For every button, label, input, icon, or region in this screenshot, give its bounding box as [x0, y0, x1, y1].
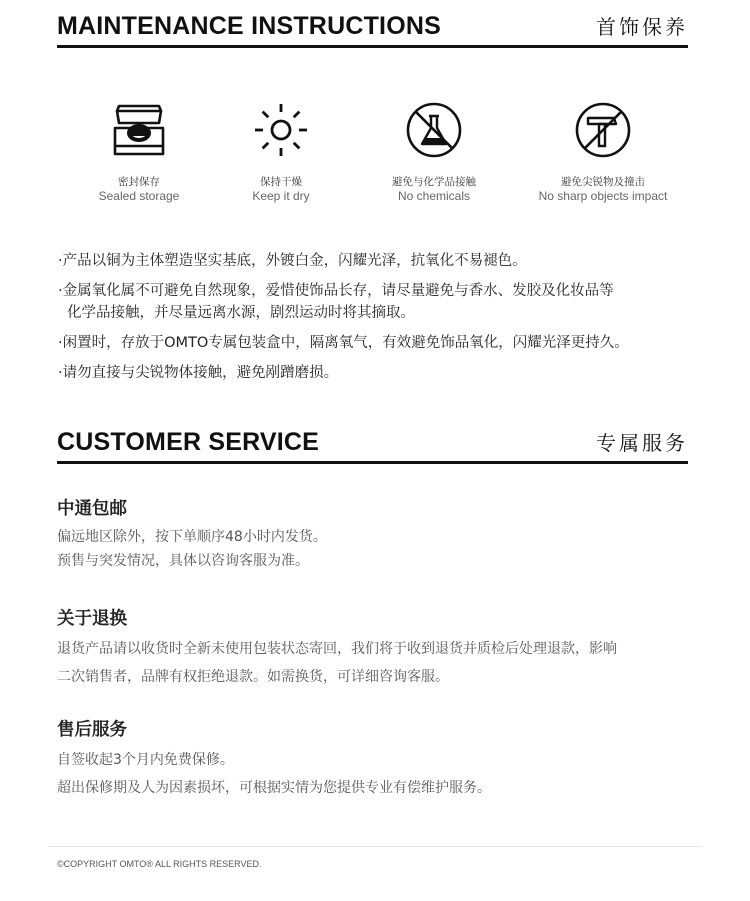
service-title-cn: 专属服务 [596, 431, 688, 455]
returns-section [57, 607, 697, 691]
no-chemicals-icon [406, 102, 462, 158]
note-item [58, 362, 698, 384]
note-text: ·请勿直接与尖锐物体接触，避免剐蹭磨损。 [58, 365, 339, 381]
shipping-text: 预售与突发情况，具体以咨询客服为准。 [57, 553, 309, 569]
care-label-en: No chemicals [397, 189, 471, 203]
care-label-en: Keep it dry [252, 189, 310, 203]
after-sales-section [57, 718, 697, 802]
note-text: ·闲置时，存放于OMTO专属包装盒中，隔离氧气，有效避免饰品氧化，闪耀光泽更持久。 [58, 335, 629, 351]
maintenance-header [57, 14, 688, 48]
care-label-cn: 避免尖锐物及撞击 [561, 176, 645, 188]
care-label-cn: 避免与化学品接触 [392, 176, 476, 188]
returns-text: 二次销售者，品牌有权拒绝退款。如需换货，可详细咨询客服。 [57, 669, 449, 685]
care-item-keep-dry [196, 102, 366, 204]
returns-heading: 关于退换 [57, 609, 127, 629]
care-label-en: Sealed storage [98, 189, 180, 203]
note-item [58, 250, 698, 272]
maintenance-title-cn: 首饰保养 [596, 15, 688, 39]
after-sales-text: 超出保修期及人为因素损坏，可根据实情为您提供专业有偿维护服务。 [57, 780, 491, 796]
note-item [58, 332, 698, 354]
note-item [58, 280, 698, 324]
note-text: ·金属氧化属不可避免自然现象，爱惜使饰品长存，请尽量避免与香水、发胶及化妆品等 [58, 283, 614, 299]
care-label-cn: 密封保存 [118, 176, 160, 188]
shipping-heading: 中通包邮 [57, 499, 127, 519]
returns-text: 退货产品请以收货时全新未使用包装状态寄回，我们将于收到退货并质检后处理退款，影响 [57, 641, 617, 657]
customer-service-header [57, 430, 688, 464]
shipping-section [57, 497, 697, 573]
after-sales-heading: 售后服务 [57, 720, 127, 740]
note-text-continued: 化学品接触，并尽量远离水源，剧烈运动时将其摘取。 [67, 305, 415, 321]
care-label-en: No sharp objects impact [538, 189, 668, 203]
service-title-en: CUSTOMER SERVICE [57, 428, 320, 456]
no-sharp-objects-icon [575, 102, 631, 158]
copyright-text: ©COPYRIGHT OMTO® ALL RIGHTS RESERVED. [57, 859, 262, 869]
care-item-no-chemicals [349, 102, 519, 204]
care-label-cn: 保持干燥 [260, 176, 302, 188]
note-text: ·产品以铜为主体塑造坚实基底，外镀白金，闪耀光泽，抗氧化不易褪色。 [58, 253, 527, 269]
shipping-text: 偏远地区除外，按下单顺序48小时内发货。 [57, 529, 327, 545]
care-item-no-sharp-objects [518, 102, 688, 204]
sun-icon [253, 102, 309, 158]
maintenance-title-en: MAINTENANCE INSTRUCTIONS [57, 12, 441, 40]
footer-divider [48, 846, 702, 847]
maintenance-notes [58, 250, 698, 392]
after-sales-text: 自签收起3个月内免费保修。 [57, 752, 234, 768]
ring-box-icon [113, 102, 165, 158]
